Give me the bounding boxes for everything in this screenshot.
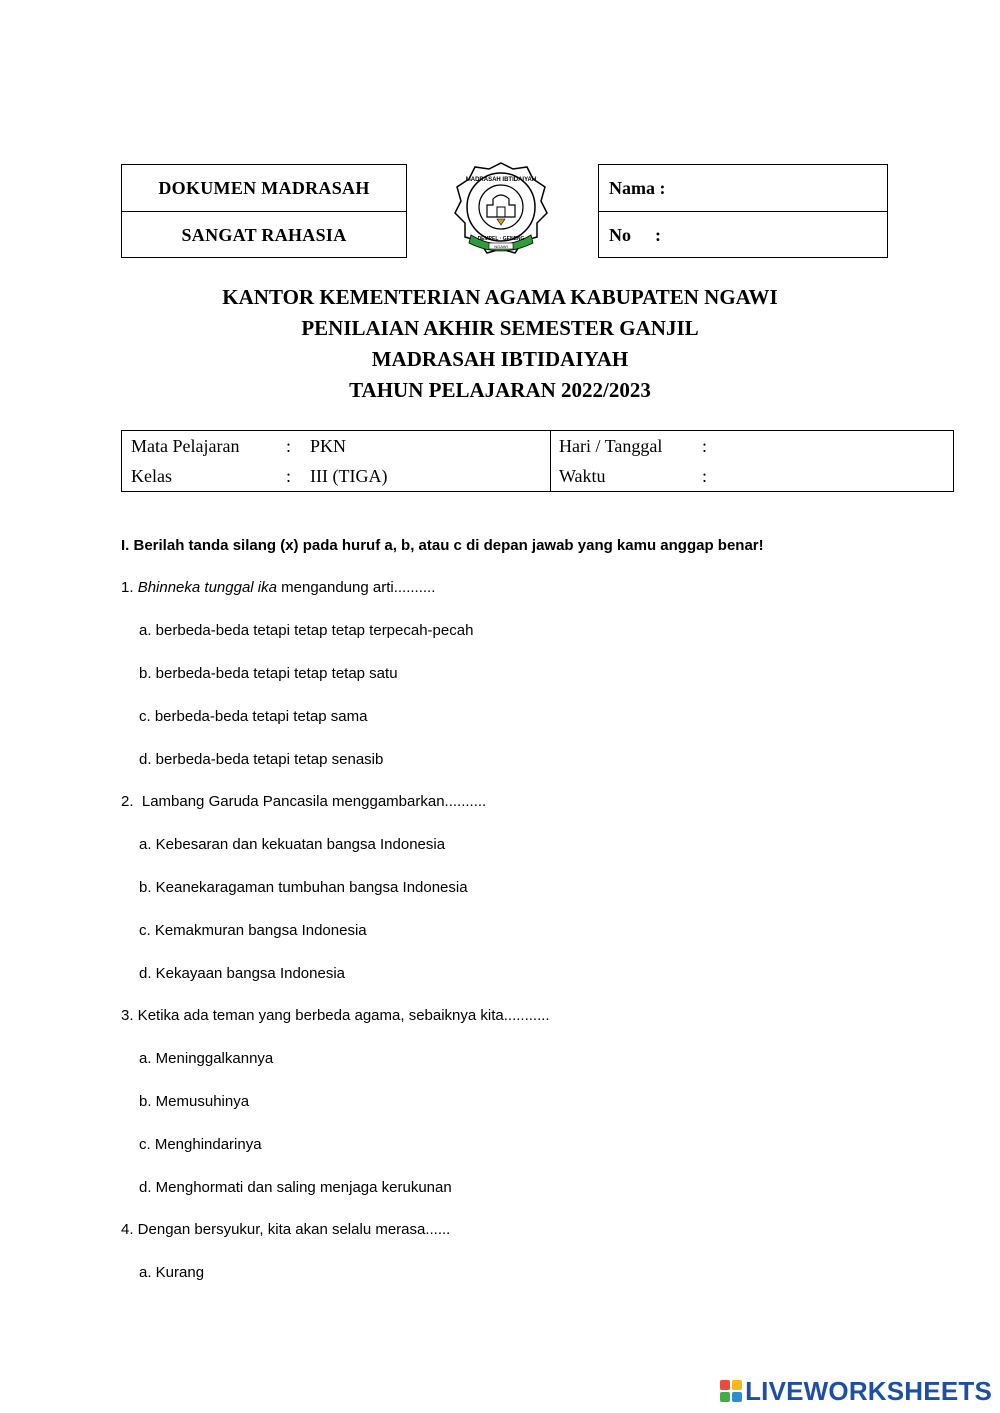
logo-top-text: MADRASAH IBTIDAIYAH bbox=[465, 177, 537, 183]
answer-option[interactable]: d. berbeda-beda tetapi tetap senasib bbox=[139, 751, 384, 768]
question-number: 4. bbox=[121, 1221, 134, 1238]
time-label: Waktu bbox=[559, 466, 606, 486]
answer-option[interactable]: a. Kebesaran dan kekuatan bangsa Indonesia bbox=[139, 836, 446, 853]
answer-option[interactable]: a. berbeda-beda tetapi tetap tetap terpecah-pecah bbox=[139, 622, 474, 639]
class-label: Kelas bbox=[131, 466, 172, 486]
liveworksheets-watermark[interactable] bbox=[720, 1377, 992, 1405]
question-text: Lambang Garuda Pancasila menggambarkan.......... bbox=[133, 793, 487, 810]
question-number: 2. bbox=[121, 793, 134, 810]
number-field[interactable] bbox=[599, 211, 887, 258]
questions-section bbox=[121, 535, 921, 1281]
question-1 bbox=[121, 577, 435, 599]
answer-option[interactable]: c. berbeda-beda tetapi tetap sama bbox=[139, 708, 368, 725]
answer-option[interactable]: a. Kurang bbox=[139, 1264, 205, 1281]
answer-option[interactable]: a. Meninggalkannya bbox=[139, 1050, 274, 1067]
answer-option[interactable]: b. Keanekaragaman tumbuhan bangsa Indonesia bbox=[139, 879, 468, 896]
instruction-text: I. Berilah tanda silang (x) pada huruf a, b, atau c di depan jawab yang kamu anggap benar! bbox=[121, 537, 764, 554]
question-text: Ketika ada teman yang berbeda agama, sebaiknya kita........... bbox=[133, 1007, 550, 1024]
document-type-label: DOKUMEN MADRASAH bbox=[158, 177, 370, 198]
exam-info-table bbox=[121, 430, 954, 492]
subject-label: Mata Pelajaran bbox=[131, 436, 240, 456]
confidentiality-label: SANGAT RAHASIA bbox=[122, 211, 406, 258]
document-status-box bbox=[121, 164, 407, 258]
madrasah-logo bbox=[453, 161, 549, 257]
name-label: Nama : bbox=[609, 177, 666, 198]
question-2 bbox=[121, 791, 486, 813]
date-label: Hari / Tanggal bbox=[559, 436, 663, 456]
student-identity-box bbox=[598, 164, 888, 258]
answer-option[interactable]: b. Memusuhinya bbox=[139, 1093, 250, 1110]
question-italic-term: Bhinneka tunggal ika bbox=[137, 579, 277, 596]
answer-option[interactable]: d. Kekayaan bangsa Indonesia bbox=[139, 965, 345, 982]
exam-title-block bbox=[0, 282, 1000, 406]
date-colon: : bbox=[702, 436, 708, 456]
assessment-title: PENILAIAN AKHIR SEMESTER GANJIL bbox=[301, 316, 699, 340]
answer-option[interactable]: c. Kemakmuran bangsa Indonesia bbox=[139, 922, 367, 939]
question-number: 1. bbox=[121, 579, 134, 596]
school-year-title: TAHUN PELAJARAN 2022/2023 bbox=[349, 378, 651, 402]
subject-value: PKN bbox=[310, 436, 347, 456]
question-3 bbox=[121, 1005, 550, 1027]
answer-option[interactable]: c. Menghindarinya bbox=[139, 1136, 262, 1153]
question-text: Dengan bersyukur, kita akan selalu merasa...... bbox=[133, 1221, 451, 1238]
logo-ribbon-text: NGAWI bbox=[494, 244, 508, 249]
question-4 bbox=[121, 1219, 450, 1241]
watermark-text: LIVEWORKSHEETS bbox=[745, 1375, 992, 1406]
school-level-title: MADRASAH IBTIDAIYAH bbox=[371, 347, 629, 371]
liveworksheets-logo-icon bbox=[720, 1380, 742, 1402]
question-text: mengandung arti.......... bbox=[276, 579, 436, 596]
number-colon: : bbox=[655, 224, 661, 245]
question-number: 3. bbox=[121, 1007, 134, 1024]
time-colon: : bbox=[702, 466, 708, 486]
answer-option[interactable]: d. Menghormati dan saling menjaga kerukunan bbox=[139, 1179, 452, 1196]
name-field[interactable] bbox=[599, 165, 887, 211]
answer-option[interactable]: b. berbeda-beda tetapi tetap tetap satu bbox=[139, 665, 398, 682]
subject-colon: : bbox=[286, 436, 292, 456]
class-colon: : bbox=[286, 466, 292, 486]
office-title: KANTOR KEMENTERIAN AGAMA KABUPATEN NGAWI bbox=[222, 285, 778, 309]
number-label: No bbox=[609, 224, 631, 245]
class-value: III (TIGA) bbox=[310, 466, 388, 486]
logo-bottom-text: DEMPEL · GENENG bbox=[477, 236, 525, 242]
